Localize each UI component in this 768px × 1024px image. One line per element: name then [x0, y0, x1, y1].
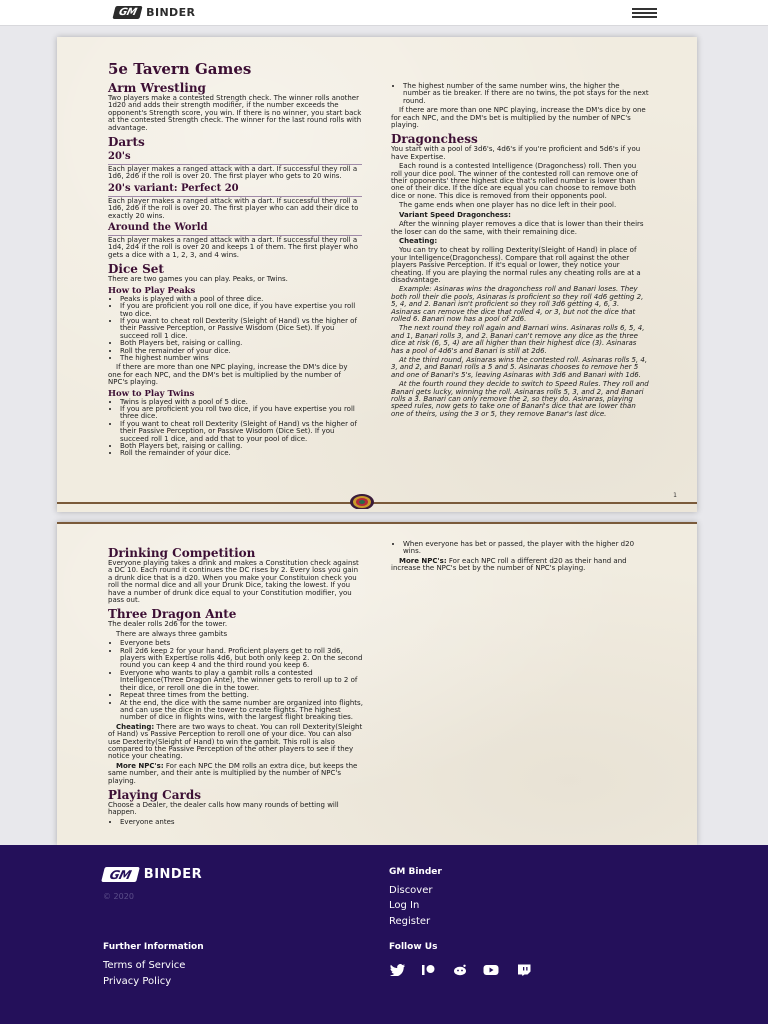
heading-darts: Darts: [108, 135, 145, 150]
heading-arm-wrestling: Arm Wrestling: [108, 81, 206, 95]
list-item: • Roll the remainder of your dice.: [120, 348, 362, 355]
heading-around-the-world: Around the World: [108, 222, 362, 236]
list-item: • If you want to cheat roll Dexterity (Sleight of Hand) vs the higher of their Passive Perception, or Passive Wisdom (Dice Set). If you succeed roll 1 dice, and add that to your pool of dice.: [120, 421, 362, 443]
follow-us-title: Follow Us: [389, 942, 438, 952]
patreon-icon[interactable]: [421, 964, 437, 976]
twins-continued-list: [403, 83, 649, 105]
heading-three-dragon-ante: Three Dragon Ante: [108, 607, 237, 622]
page1-left-column: [108, 61, 362, 460]
hamburger-menu-icon[interactable]: [632, 7, 657, 18]
heading-how-to-play-twins: How to Play Twins: [108, 388, 195, 399]
ante-npc: [108, 763, 364, 785]
list-item: • If you are proficient you roll two dice, if you have expertise you roll three dice.: [120, 406, 362, 421]
list-item: • Peaks is played with a pool of three dice.: [120, 296, 362, 303]
twitch-icon[interactable]: [516, 964, 532, 976]
login-link[interactable]: Log In: [389, 900, 420, 911]
list-item: • Repeat three times from the betting.: [120, 692, 364, 699]
darts-20s-variant-text: Each player makes a ranged attack with a dart. If successful they roll a 1d6, 2d6 if the roll is over 20. The first player who can add their dice to exactly 20 wins.: [108, 196, 359, 220]
example-p1: Example: Asinaras wins the dragonchess roll and Banari loses. They both roll their die pools, Asinaras is proficient so they roll 4d6 getting 2, 5, 4, and 2. Banari isn't proficient so they roll 3d6 getting 4, 6, 3. Asinaras can remove the dice that rolled 4, or 3, but not the dice that rolled 6. Banari now has a pool of 2d6.: [391, 285, 644, 323]
gm-binder-logo[interactable]: [114, 5, 195, 20]
document-page-2: [57, 522, 697, 845]
gm-binder-footer-logo[interactable]: [103, 867, 202, 882]
list-item: • If you are proficient you roll one dice, if you have expertise you roll two dice.: [120, 303, 362, 318]
twins-list: [120, 399, 362, 458]
list-item: • Roll the remainder of your dice.: [120, 450, 362, 457]
logo-badge: GM: [112, 6, 142, 19]
youtube-icon[interactable]: [483, 964, 499, 976]
cards-npc-label: More NPC's:: [399, 556, 447, 565]
heading-dragonchess: Dragonchess: [391, 132, 478, 147]
heading-20s: 20's: [108, 151, 362, 165]
heading-dice-set: Dice Set: [108, 262, 164, 277]
darts-20s-text: Each player makes a ranged attack with a dart. If successful they roll a 1d6, 2d6 if the roll is over 20. The first player who gets to 20 wins.: [108, 165, 358, 181]
twitter-icon[interactable]: [390, 964, 406, 976]
ante-cheating: [108, 724, 364, 761]
page-number: 1: [673, 492, 677, 499]
page2-left-column: [108, 543, 364, 828]
list-item: • Both Players bet, raising or calling.: [120, 443, 362, 450]
logo-badge: GM: [101, 867, 140, 882]
copyright-text: © 2020: [103, 892, 134, 901]
document-page-1: [57, 37, 697, 512]
example-p2: The next round they roll again and Barnari wins. Asinaras rolls 6, 5, 4, and 1, Banari rolls 3, and 2. Banari can't remove any dice as the three dice at risk (6, 5, 4) are all higher than their highest dice (3). Asinaras has a pool of 4d6's and Banari is still at 2d6.: [391, 324, 645, 355]
drinking-text: Everyone playing takes a drink and makes a Constitution check against a DC 10. Each round it continues the DC rises by 2. Every loss you gain a drunk dice that is a d20. When you make your Constituion check you roll the normal dice and all your Drunk Dice, taking the lowest. If you have a number of drunk dice equal to your Constitution modifier, you pass out.: [108, 559, 359, 605]
list-item: • If you want to cheat roll Dexterity (Sleight of Hand) vs the higher of their Passive Perception, or Passive Wisdom (Dice Set). If you succeed roll 1 dice.: [120, 318, 362, 340]
list-item: • Both Players bet, raising or calling.: [120, 340, 362, 347]
peaks-list: [120, 296, 362, 363]
list-item: • The highest number wins: [120, 355, 362, 362]
heading-playing-cards: Playing Cards: [108, 787, 201, 802]
reddit-icon[interactable]: [452, 964, 468, 976]
site-footer: [0, 845, 768, 1024]
list-item: • Everyone antes: [120, 819, 364, 826]
ante-list: [120, 640, 364, 721]
arm-wrestling-text: Two players make a contested Strength check. The winner rolls another 1d20 and adds their strength modifier, if the number exceeds the opponent's Strength score, you win. If there is no winner, you start back at the contested Strength check. The winner for the last round rolls with advantage.: [108, 94, 362, 132]
heading-20s-variant: 20's variant: Perfect 20: [108, 183, 362, 197]
ante-npc-text: For each NPC the DM rolls an extra dice, but keeps the same number, and their ante is multiplied by the number of NPC's playing.: [108, 761, 358, 785]
list-item: • Twins is played with a pool of 5 dice.: [120, 399, 362, 406]
variant-text: After the winning player removes a dice that is lower than their theirs the loser can do the same, with their remaining dice.: [391, 220, 644, 236]
list-item: • The highest number of the same number wins, the higher the number as tie breaker. If there are no twins, the pot stays for the next round.: [403, 83, 649, 105]
register-link[interactable]: Register: [389, 916, 431, 927]
discover-link[interactable]: Discover: [389, 885, 433, 896]
list-item: • Everyone bets: [120, 640, 364, 647]
cards-continued-list: [403, 541, 649, 556]
logo-text: BINDER: [143, 867, 203, 882]
dragonchess-p2: Each round is a contested Intelligence (Dragonchess) roll. Then you roll your dice pool. The winner of the contested roll can remove one of their opponents' three highest dice that's rolled number is lower than one of their dice. If the dice are equal you can choose to remove both dice or none. This dice is removed from their opponents pool.: [391, 162, 638, 200]
page1-footer: [57, 492, 697, 512]
peaks-npc-text: If there are more than one NPC playing, increase the DM's dice by one for each NPC, and the DM's bet is multiplied by the number of NPC's playing.: [108, 363, 348, 387]
cards-npc: [391, 558, 649, 573]
ante-p1: The dealer rolls 2d6 for the tower.: [108, 620, 228, 629]
ante-p2: There are always three gambits: [116, 629, 228, 638]
list-item: • At the end, the dice with the same number are organized into flights, and can use the dice in the tower to create flights. The highest number of dice in flights wins, with the largest flight breaking ties.: [120, 700, 364, 722]
footer-gm-binder-title: GM Binder: [389, 867, 442, 877]
ante-cheating-text: There are two ways to cheat. You can roll Dexterity(Sleight of Hand) vs Passive Perception to reroll one of your dice. You can also use Dexterity(Sleight of Hand) to win the gambit. This roll is also compared to the Passive Perception of the other players to see if they notice your cheating.: [108, 722, 363, 761]
dice-set-text: There are two games you can play. Peaks, or Twins.: [108, 275, 288, 284]
page-top-divider: [57, 522, 697, 524]
logo-text: BINDER: [146, 6, 196, 19]
example-p3: At the third round, Asinaras wins the contested roll. Asinaras rolls 5, 4, 3, and 2, and Banari rolls a 5 and 5. Asinaras chooses to remove her 5 and one of Banari's 5's, leaving Asinaras with 3d6 and Banari with 1d6.: [391, 356, 648, 379]
list-item: • Everyone who wants to play a gambit rolls a contested Intelligence(Three Dragon Ante), the winner gets to reroll up to 2 of their dice, or reroll one die in the tower.: [120, 670, 364, 692]
medallion-icon: [349, 493, 375, 509]
footer-divider: [57, 502, 697, 504]
cheating-text: You can try to cheat by rolling Dexterity(Sleight of Hand) in place of your Intelligence(Dragonchess). Compare that roll against the other players Passive Perception. If it's equal or lower, they notice your cheating. If you are playing the normal rules any cheating rolls are at a disadvantage.: [391, 246, 641, 284]
page1-right-column: [391, 83, 649, 420]
further-information-title: Further Information: [103, 942, 204, 952]
page2-right-column: [391, 541, 649, 575]
heading-drinking-competition: Drinking Competition: [108, 546, 256, 560]
list-item: • Roll 2d6 keep 2 for your hand. Proficient players get to roll 3d6, players with Expertise rolls 4d6, but both only keep 2. On the second round you can keep 4 and the third round you keep 6.: [120, 648, 364, 670]
privacy-policy-link[interactable]: Privacy Policy: [103, 976, 172, 987]
dragonchess-p3: The game ends when one player has no dice left in their pool.: [399, 201, 617, 210]
ante-npc-label: More NPC's:: [116, 761, 164, 770]
terms-of-service-link[interactable]: Terms of Service: [103, 960, 186, 971]
document-title: 5e Tavern Games: [108, 60, 252, 78]
dragonchess-p1: You start with a pool of 3d6's, 4d6's if you're proficient and 5d6's if you have Expertise.: [391, 145, 641, 161]
ante-cheating-label: Cheating:: [116, 722, 155, 731]
cards-npc-text: For each NPC roll a different d20 as their hand and increase the NPC's bet by the number of NPC's playing.: [391, 556, 627, 573]
top-navbar: [0, 0, 768, 26]
variant-label: Variant Speed Dragonchess:: [399, 210, 511, 219]
heading-how-to-play-peaks: How to Play Peaks: [108, 285, 196, 296]
list-item: • When everyone has bet or passed, the player with the higher d20 wins.: [403, 541, 649, 556]
example-p4: At the fourth round they decide to switch to Speed Rules. They roll and Banari gets lucky, winning the roll. Asinaras rolls 5, 3, and 2, and Banari rolls a 3. Banari can only remove the 2, so they do. Asinaras, playing speed rules, now gets to take one of Banari's dice that are lower than one of theirs, using the 3 or 5, they remove Banar's last dice.: [391, 380, 649, 418]
twins-npc-text: If there are more than one NPC playing, increase the DM's dice by one for each NPC, and the DM's bet is multiplied by the number of NPC's playing.: [391, 106, 646, 130]
cards-list: [120, 819, 364, 826]
around-the-world-text: Each player makes a ranged attack with a dart. If successful they roll a 1d4, 2d4 if the roll is over 20 and keeps 1 of them. The first player who gets a dice with a 1, 2, 3, and 4 wins.: [108, 236, 358, 259]
cards-text: Choose a Dealer, the dealer calls how many rounds of betting will happen.: [108, 800, 339, 817]
cheating-label: Cheating:: [399, 236, 438, 245]
